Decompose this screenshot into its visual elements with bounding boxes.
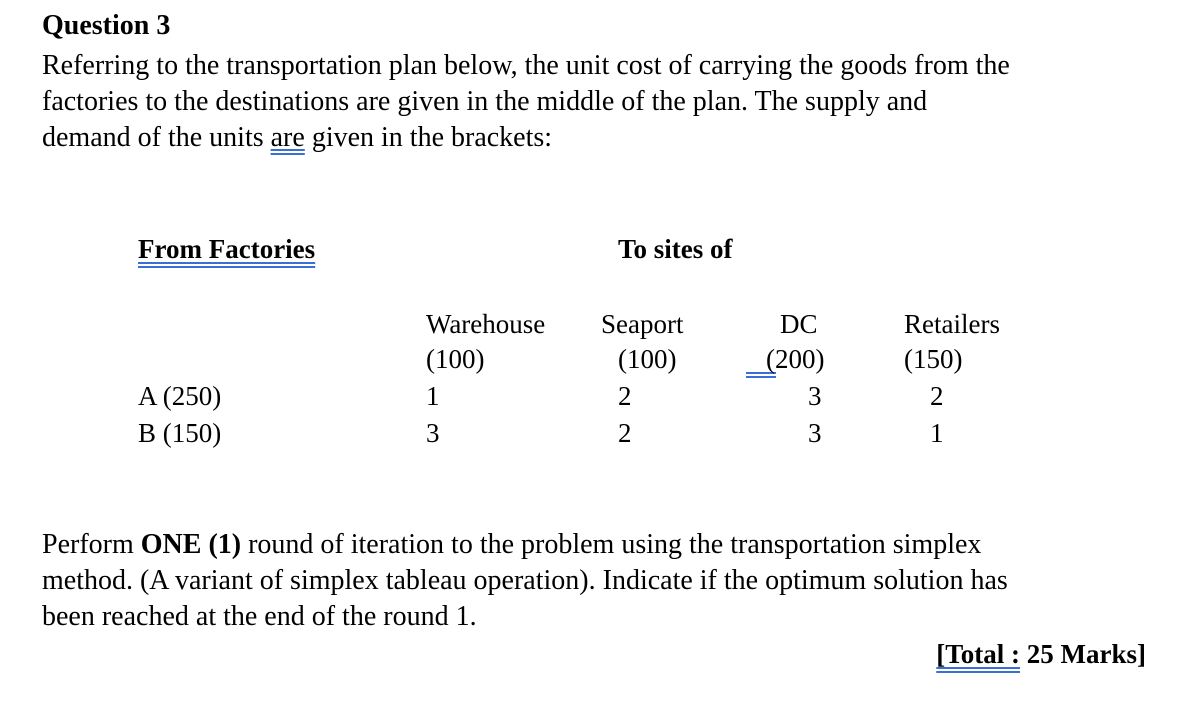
cost-a-warehouse: 1 [426,381,440,411]
total-marks-value: 25 Marks] [1020,639,1146,669]
factory-b-label: B (150) [138,418,222,448]
destination-warehouse: Warehouse [426,309,546,339]
question-title: Question 3 [42,10,171,41]
to-sites-heading: To sites of [618,234,733,264]
cost-a-retailers: 2 [930,381,944,411]
total-marks [936,636,1146,672]
factory-a-label: A (250) [138,381,222,411]
cost-b-seaport: 2 [618,418,632,448]
demand-warehouse: (100) [426,344,485,374]
task-line-3: been reached at the end of the round 1. [42,601,477,632]
destination-dc: DC [780,309,818,339]
cost-b-warehouse: 3 [426,418,440,448]
cost-a-seaport: 2 [618,381,632,411]
cost-a-dc: 3 [808,381,822,411]
destination-retailers: Retailers [904,309,1000,339]
task-line-1-end: round of iteration to the problem using the transportation simplex [241,529,982,560]
task-line-2: method. (A variant of simplex tableau operation). Indicate if the optimum solution has [42,565,1008,596]
demand-seaport: (100) [618,344,677,374]
cost-b-retailers: 1 [930,418,944,448]
grammar-flagged-word: are [270,122,305,153]
demand-retailers: (150) [904,344,963,374]
intro-line-3 [42,120,552,156]
task-emphasis: ONE (1) [140,529,242,560]
demand-dc: (200) [766,344,825,374]
total-marks-label: [Total : [936,639,1021,669]
intro-line-2: factories to the destinations are given in the middle of the plan. The supply and [42,86,928,117]
task-line-1-start: Perform [42,529,141,560]
intro-line-3-start: demand of the units [42,122,271,153]
destination-seaport: Seaport [601,309,684,339]
intro-line-3-end: given in the brackets: [304,122,553,153]
task-line-1 [42,527,981,563]
from-factories-heading: From Factories [138,234,316,264]
intro-line-1: Referring to the transportation plan below, the unit cost of carrying the goods from the [42,50,1010,81]
cost-b-dc: 3 [808,418,822,448]
